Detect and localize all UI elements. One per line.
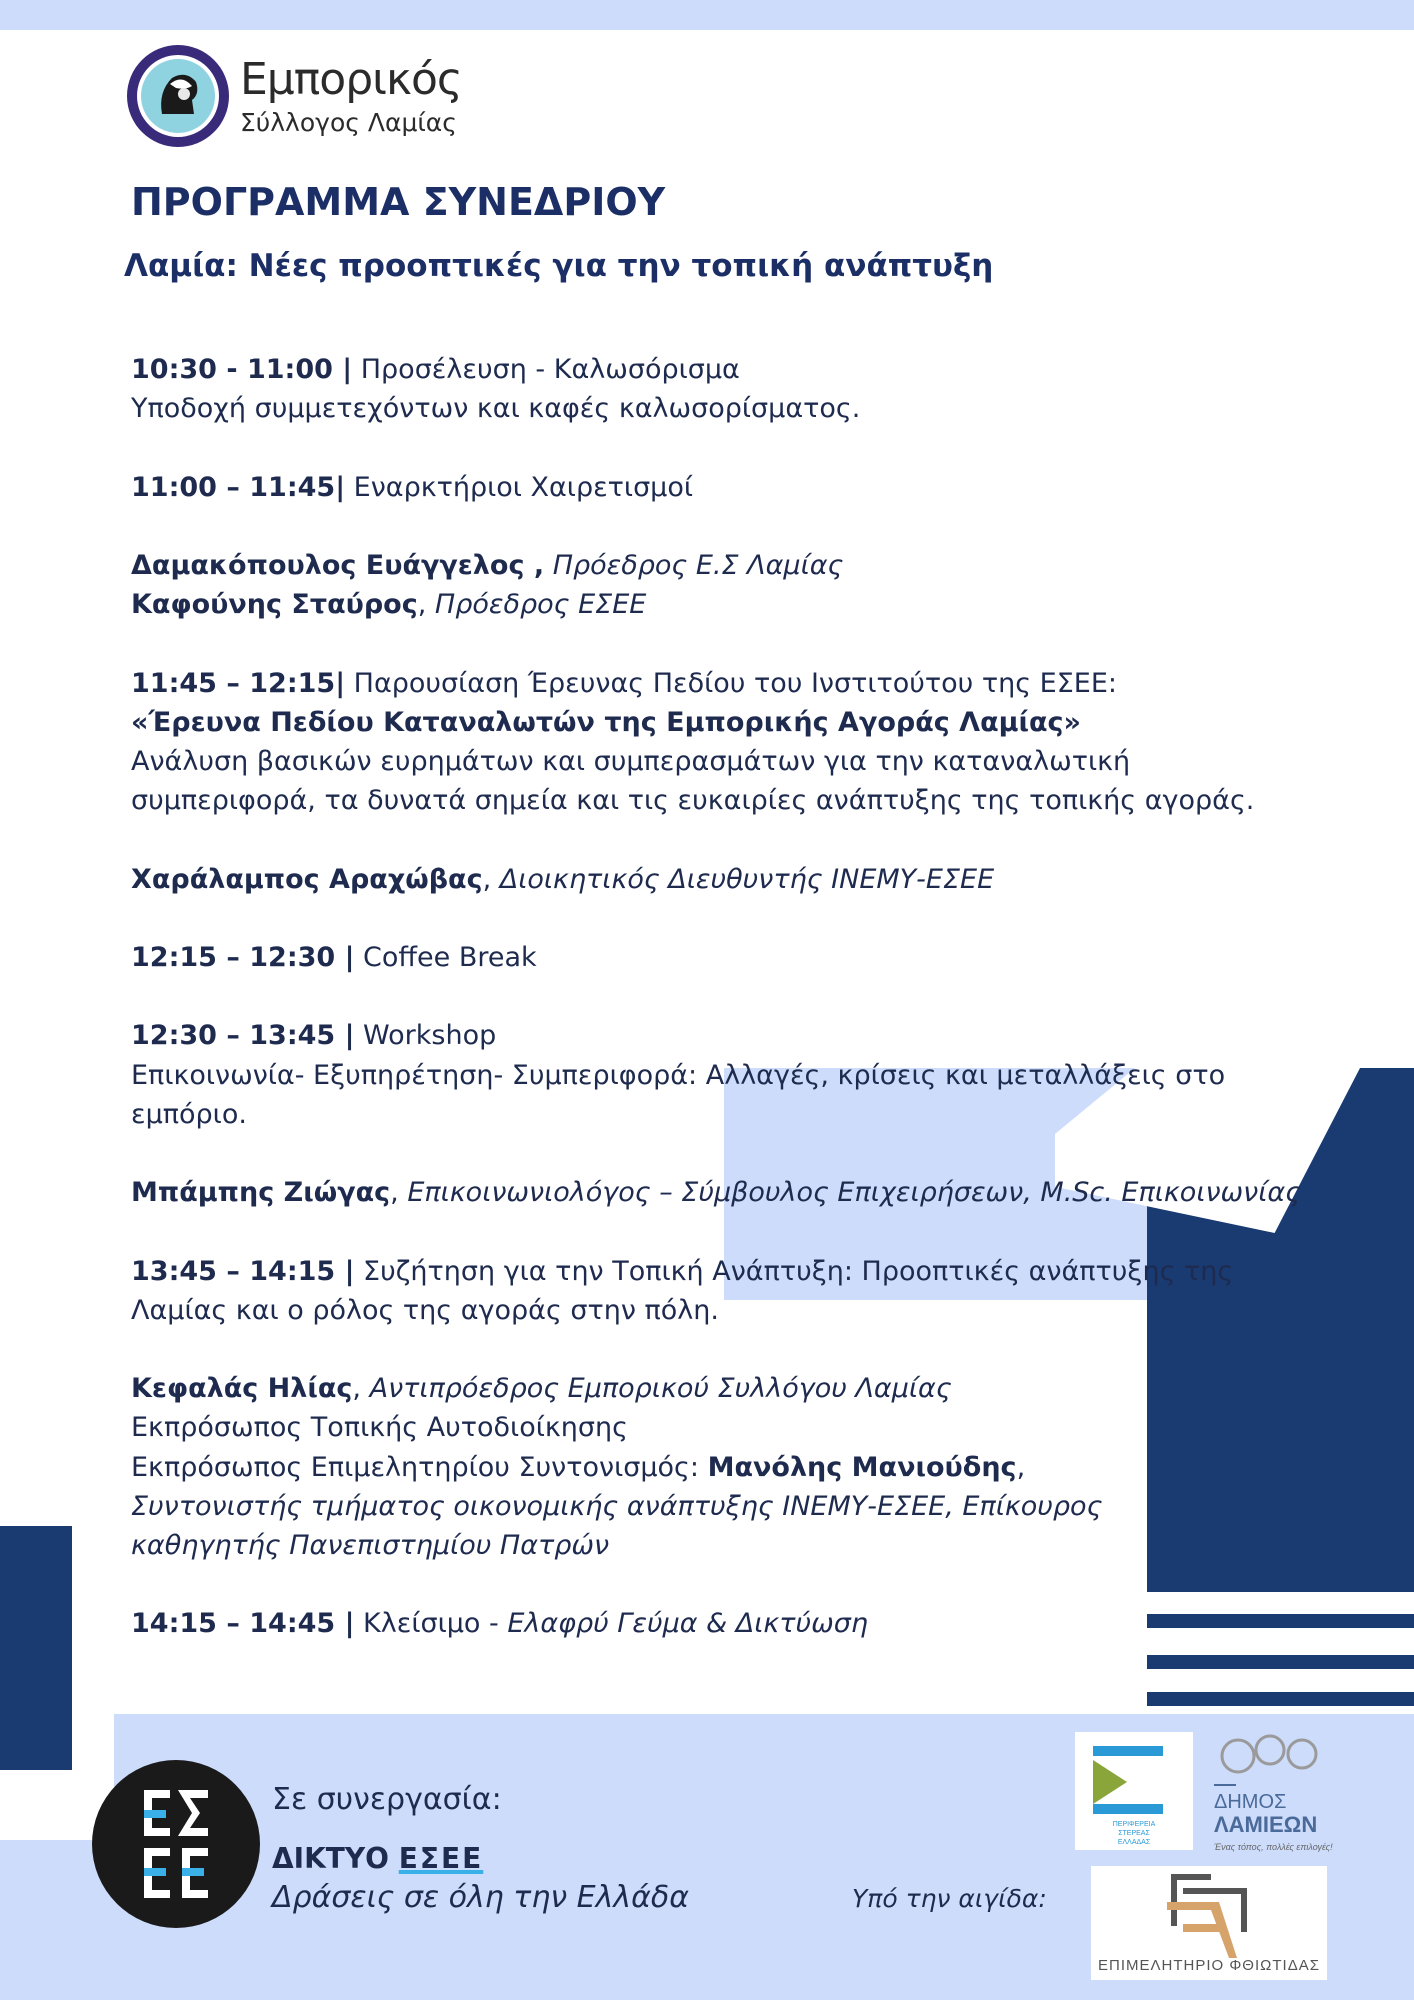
session-arrival <box>131 350 1271 428</box>
program-list <box>131 350 1302 1683</box>
logo-subtitle: Σύλλογος Λαμίας <box>240 108 457 137</box>
session-time: 11:45 – 12:15| <box>131 667 346 699</box>
separator: , <box>1016 1451 1026 1483</box>
session-title-italic: Ελαφρύ Γεύμα & Δικτύωση <box>507 1608 868 1640</box>
session-workshop <box>131 1016 1271 1134</box>
workshop-speaker <box>131 1173 1302 1212</box>
session-description: Υποδοχή συμμετεχόντων και καφές καλωσορίσματος. <box>131 393 861 425</box>
chamber-logo <box>1091 1866 1327 1980</box>
speaker-role: Επικοινωνιολόγος – Σύμβουλος Επιχειρήσεων, M.Sc. Επικοινωνίας <box>398 1177 1302 1209</box>
speaker-name: Καφούνης Σταύρος <box>131 589 418 621</box>
svg-text:ΕΛΛΑΔΑΣ: ΕΛΛΑΔΑΣ <box>1117 1839 1151 1846</box>
page-subtitle: Λαμία: Νέες προοπτικές για την τοπική ανάπτυξη <box>124 248 994 284</box>
region-logo <box>1075 1732 1193 1850</box>
session-description: Επικοινωνία- Εξυπηρέτηση- Συμπεριφορά: Αλλαγές, κρίσεις και μεταλλάξεις στο <box>131 1059 1226 1091</box>
tagline: Δράσεις σε όλη την Ελλάδα <box>272 1880 690 1915</box>
speaker-name: Δαμακόπουλος Ευάγγελος , <box>131 549 545 581</box>
session-time: 14:15 – 14:45 | <box>131 1608 355 1640</box>
session-title: Προσέλευση - Καλωσόρισμα <box>352 354 740 385</box>
discussion-panel <box>131 1369 1271 1565</box>
municipality-logo <box>1208 1728 1338 1858</box>
session-research <box>131 664 1271 821</box>
network-logo-mark: ΕΣΕΕ <box>398 1842 484 1875</box>
session-time: 12:30 – 13:45 | <box>131 1020 355 1052</box>
logo-name: Εμπορικός <box>240 54 462 105</box>
opening-speakers <box>131 546 1271 624</box>
svg-text:ΛΑΜΙΕΩΝ: ΛΑΜΙΕΩΝ <box>1214 1812 1318 1837</box>
auspices-label: Υπό την αιγίδα: <box>852 1884 1047 1913</box>
moderator-role: Συντονιστής τμήματος οικονομικής ανάπτυξης ΙΝΕΜΥ-ΕΣΕΕ, Επίκουρος <box>131 1490 1103 1522</box>
speaker-name: Μπάμπης Ζιώγας <box>131 1177 391 1209</box>
session-time: 13:45 – 14:15 | <box>131 1255 355 1287</box>
svg-text:ΣΤΕΡΕΑΣ: ΣΤΕΡΕΑΣ <box>1118 1830 1150 1837</box>
session-title: Παρουσίαση Έρευνας Πεδίου του Ινστιτούτου της ΕΣΕΕ: <box>345 667 1118 699</box>
moderator-role: καθηγητής Πανεπιστημίου Πατρών <box>131 1529 610 1561</box>
session-title: Workshop <box>354 1020 497 1052</box>
speaker-role: Αντιπρόεδρος Εμπορικού Συλλόγου Λαμίας <box>361 1373 952 1405</box>
speaker-name: Κεφαλάς Ηλίας <box>131 1373 353 1405</box>
region-sigma-icon <box>1075 1732 1193 1850</box>
svg-text:Ένας τόπος, πολλές επιλογές!: Ένας τόπος, πολλές επιλογές! <box>1214 1842 1333 1852</box>
session-description: συμπεριφορά, τα δυνατά σημεία και τις ευκαιρίες ανάπτυξης της τοπικής αγοράς. <box>131 785 1255 817</box>
svg-text:ΔΗΜΟΣ: ΔΗΜΟΣ <box>1214 1791 1287 1813</box>
network-logo <box>272 1842 483 1875</box>
session-title: Coffee Break <box>354 941 537 973</box>
svg-text:ΕΠΙΜΕΛΗΤΗΡΙΟ ΦΘΙΩΤΙΔΑΣ: ΕΠΙΜΕΛΗΤΗΡΙΟ ΦΘΙΩΤΙΔΑΣ <box>1097 1957 1321 1974</box>
decorative-left-navy-bar <box>0 1526 72 1770</box>
session-title: Κλείσιμο - <box>354 1608 508 1640</box>
session-time: 11:00 – 11:45| <box>131 471 346 503</box>
session-title: Εναρκτήριοι Χαιρετισμοί <box>345 471 694 503</box>
research-speaker <box>131 860 1271 899</box>
speaker-role: Πρόεδρος ΕΣΕΕ <box>426 589 647 621</box>
session-description: Ανάλυση βασικών ευρημάτων και συμπερασμάτων για την καταναλωτική <box>131 745 1131 777</box>
network-word: ΔΙΚΤΥΟ <box>272 1842 389 1875</box>
separator: , <box>390 1177 399 1209</box>
svg-text:ΠΕΡΙΦΕΡΕΙΑ: ΠΕΡΙΦΕΡΕΙΑ <box>1112 1821 1156 1828</box>
separator: , <box>417 589 427 621</box>
session-closing <box>131 1604 1271 1643</box>
page-title: ΠΡΟΓΡΑΜΜΑ ΣΥΝΕΔΡΙΟΥ <box>131 180 666 224</box>
esee-circle-logo <box>92 1760 260 1928</box>
separator: , <box>352 1373 362 1405</box>
session-coffee-break <box>131 938 1271 977</box>
session-title: Συζήτηση για την Τοπική Ανάπτυξη: Προοπτικές ανάπτυξης της <box>354 1255 1234 1287</box>
chamber-emblem-icon <box>1091 1866 1327 1980</box>
moderator-name: Μανόλης Μανιούδης <box>707 1451 1017 1483</box>
speaker-role: Πρόεδρος Ε.Σ Λαμίας <box>544 549 844 581</box>
speaker-role: Διοικητικός Διευθυντής ΙΝΕΜΥ-ΕΣΕΕ <box>491 863 995 895</box>
study-title: «Έρευνα Πεδίου Καταναλωτών της Εμπορικής Αγοράς Λαμίας» <box>131 706 1081 738</box>
session-opening <box>131 468 1271 507</box>
panel-member: Εκπρόσωπος Τοπικής Αυτοδιοίκησης <box>131 1412 628 1444</box>
speaker-name: Χαράλαμπος Αραχώβας <box>131 863 483 895</box>
session-title-cont: Λαμίας και ο ρόλος της αγοράς στην πόλη. <box>131 1294 719 1326</box>
session-time: 10:30 - 11:00 | <box>131 354 353 385</box>
association-seal-logo <box>126 44 230 148</box>
panel-member: Εκπρόσωπος Επιμελητηρίου Συντονισμός: <box>131 1451 708 1483</box>
cooperation-label: Σε συνεργασία: <box>272 1782 502 1817</box>
separator: , <box>482 863 492 895</box>
municipality-emblem-icon <box>1208 1728 1338 1858</box>
session-discussion <box>131 1252 1271 1330</box>
top-bar <box>0 0 1414 30</box>
decorative-stripe <box>1147 1692 1414 1706</box>
esee-mark-icon <box>92 1760 260 1928</box>
session-description: εμπόριο. <box>131 1098 247 1130</box>
session-time: 12:15 – 12:30 | <box>131 941 355 973</box>
